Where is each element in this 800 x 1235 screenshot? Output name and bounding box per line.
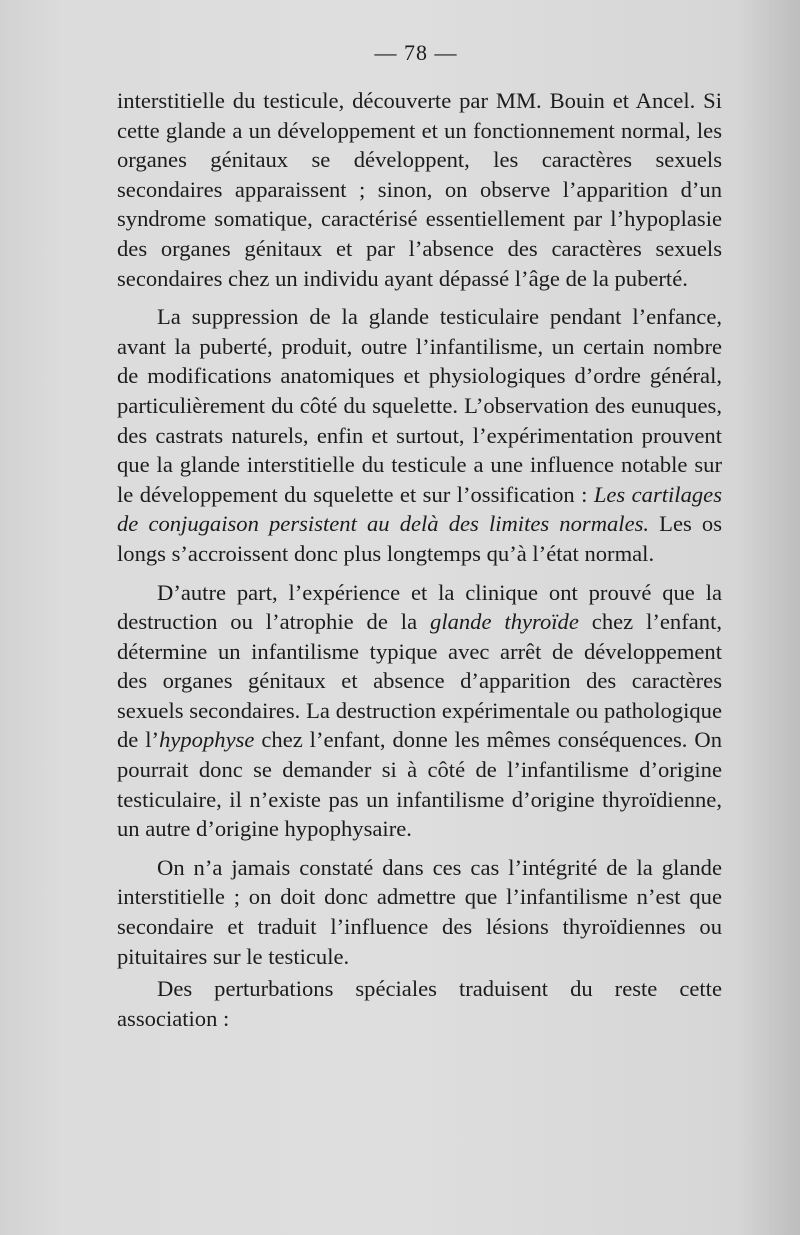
paragraph (117, 578, 722, 844)
paragraph-text: chez l’enfant, donne les mêmes conséquences. On pourrait donc se demander si à côté de l’infantilisme d’origine testiculaire, il n’existe pas un infantilisme d’origine thyroïdienne, un autre d’origine hypophysaire. (117, 727, 722, 842)
page-number: — 78 — (374, 40, 458, 65)
paragraph (117, 853, 722, 971)
paragraph-text: D’autre part, l’expérience et la clinique ont prouvé que la destruction ou l’atrophie de la (117, 579, 722, 635)
paragraph-text: On n’a jamais constaté dans ces cas l’intégrité de la glande interstitielle ; on doit donc admettre que l’infantilisme n’est que secondaire et traduit l’influence des lésions thyroïdiennes ou pituitaires sur le testicule. (117, 854, 722, 969)
paragraph-text: interstitielle du testicule, découverte par MM. Bouin et Ancel. Si cette glande a un développement et un fonctionnement normal, les organes génitaux se développent, les caractères sexuels secondaires apparaissent ; sinon, on observe l’apparition d’un syndrome somatique, caractérisé essentiellement par l’hypoplasie des organes génitaux et par l’absence des caractères sexuels secondaires chez un individu ayant dépassé l’âge de la puberté. (117, 88, 722, 291)
italic-term: glande thyroïde (430, 609, 579, 635)
paragraph-text: La suppression de la glande testiculaire pendant l’enfance, avant la puberté, produit, outre l’infantilisme, un certain nombre de modifications anatomiques et physiologiques d’ordre général, particulièrement du côté du squelette. L’observation des eunuques, des castrats naturels, enfin et surtout, l’expérimentation prouvent que la glande interstitielle du testicule a une influence notable sur le développement du squelette et sur l’ossification : (117, 304, 722, 507)
paragraph (117, 86, 722, 293)
paragraph-text: Les os longs s’accroissent donc plus longtemps qu’à l’état normal. (117, 511, 723, 566)
paragraph (117, 974, 722, 1033)
italic-term: hypophyse (159, 727, 255, 753)
italic-passage: Les cartilages de conjugaison persistent au delà des limites normales. (117, 481, 722, 537)
paragraph-text: chez l’enfant, détermine un infantilisme typique avec arrêt de développement des organes génitaux et absence d’apparition des caractères sexuels secondaires. La destruction expérimentale ou pathologique de l’ (117, 609, 722, 753)
paragraph-text: Des perturbations spéciales traduisent du reste cette association : (117, 976, 722, 1031)
body-text (117, 86, 722, 1042)
paragraph (117, 302, 722, 568)
